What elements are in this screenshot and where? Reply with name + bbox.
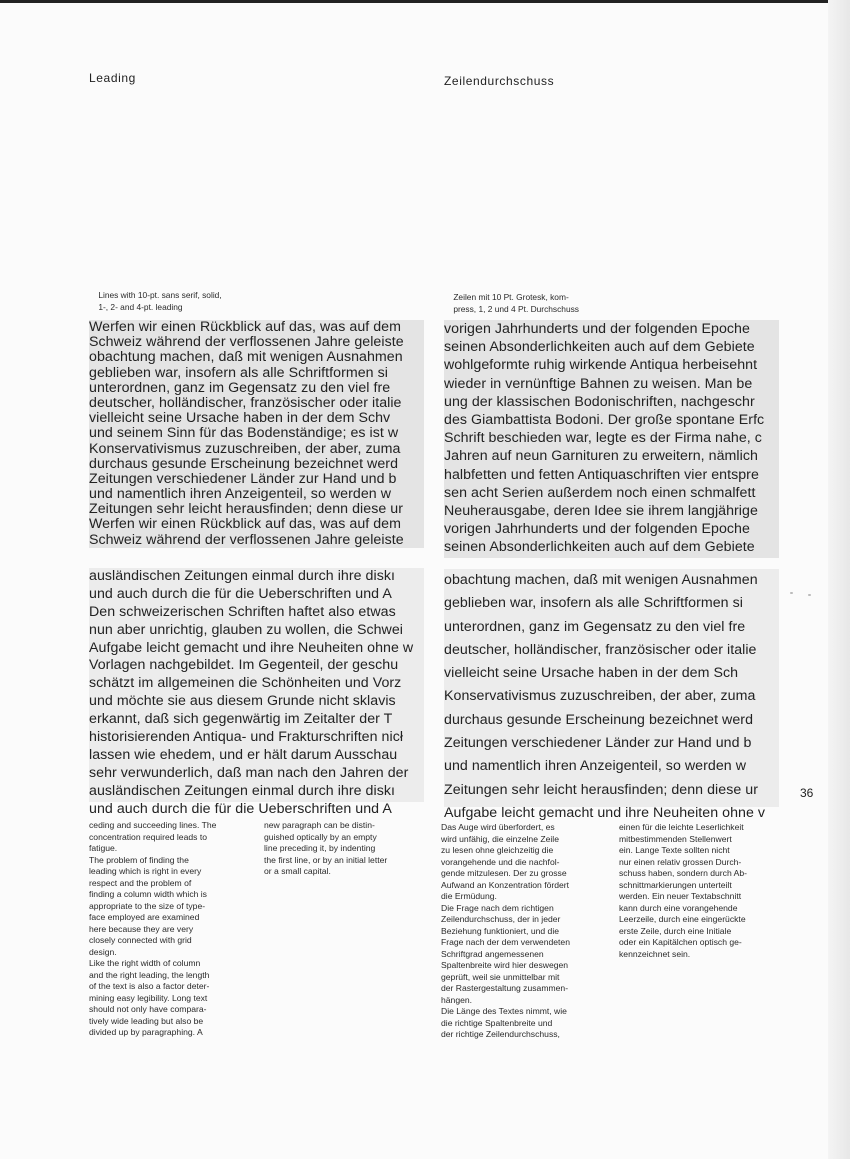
text-line: Konservativismus zuzuschreiben, der aber, zuma xyxy=(444,688,756,705)
text-line: Zeilendurchschuss, der in jeder xyxy=(441,914,561,924)
text-line: Zeitungen sehr leicht herausfinden; denn diese ur xyxy=(444,781,758,798)
text-line: Beziehung funktioniert, und die xyxy=(441,925,560,936)
text-line: ceding and succeeding lines. The xyxy=(89,820,217,830)
text-line: Aufwand an Konzentration fördert xyxy=(441,879,570,890)
page-number: 36 xyxy=(800,786,814,800)
text-line: Zeitungen verschiedener Länder zur Hand und b xyxy=(89,470,397,487)
text-line: Den schweizerischen Schriften haftet also etwas xyxy=(89,603,396,620)
text-line: deutscher, holländischer, französischer oder italie xyxy=(89,394,402,411)
text-line: vielleicht seine Ursache haben in der dem Schv xyxy=(89,410,391,427)
text-line: Aufgabe leicht gemacht und ihre Neuheiten ohne v xyxy=(444,804,766,821)
text-line: oder ein Kapitälchen optisch ge- xyxy=(619,937,742,947)
heading-leading: Leading xyxy=(89,71,136,85)
text-line: wieder in vernünftige Bahnen zu weisen. Man be xyxy=(444,375,753,392)
text-line: Jahren auf neun Garnituren zu erweitern, nämlich xyxy=(444,448,758,465)
text-line: divided up by paragraphing. A xyxy=(89,1027,203,1037)
text-line: obachtung machen, daß mit wenigen Ausnahmen xyxy=(89,349,403,366)
text-line: schätzt im allgemeinen die Schönheiten und Vorz xyxy=(89,675,402,692)
text-line: The problem of finding the xyxy=(89,854,189,865)
english-text-column-1 xyxy=(89,820,249,1039)
text-line: unterordnen, ganz im Gegensatz zu den viel fre xyxy=(444,618,746,635)
text-line: gende mitzulesen. Der zu grosse xyxy=(441,868,567,878)
text-line: Konservativismus zuzuschreiben, der aber, zuma xyxy=(89,440,401,457)
text-line: seinen Absonderlichkeiten auch auf dem Gebiete xyxy=(444,339,755,356)
text-line: Spaltenbreite wird hier deswegen xyxy=(441,960,569,970)
text-line: respect and the problem of xyxy=(89,877,192,888)
text-line: and the right leading, the length xyxy=(89,969,210,980)
text-line: design. xyxy=(89,946,117,957)
text-line: line preceding it, by indenting xyxy=(264,843,376,853)
text-line: Schrift beschieden war, legte es der Firma nahe, c xyxy=(444,430,762,447)
text-line: leading which is right in every xyxy=(89,866,202,876)
text-line: und auch durch die für die Ueberschriften und A xyxy=(89,585,392,602)
text-line: ausländischen Zeitungen einmal durch ihre diskı xyxy=(89,568,395,584)
text-line: der Rastergestaltung zusammen- xyxy=(441,983,569,993)
text-line: Leerzeile, durch eine eingerückte xyxy=(619,914,746,924)
text-line: schuss haben, sondern durch Ab- xyxy=(619,868,748,878)
text-line: Das Auge wird überfordert, es xyxy=(441,822,555,832)
text-line: nur einen relativ grossen Durch- xyxy=(619,856,742,867)
german-text-column-2 xyxy=(619,822,785,960)
text-line: und auch durch die für die Ueberschriften und A xyxy=(89,800,392,817)
text-line: Schweiz während der verflossenen Jahre geleiste xyxy=(89,334,404,351)
text-line: Schweiz während der verflossenen Jahre geleiste xyxy=(89,531,404,548)
text-line: fatigue. xyxy=(89,843,118,853)
scan-top-edge xyxy=(0,0,850,3)
text-line: Schriftgrad angemessenen xyxy=(441,948,544,959)
caption-line: Zeilen mit 10 Pt. Grotesk, kom- xyxy=(453,292,569,302)
text-line: halbfetten und fetten Antiquaschriften vier entspre xyxy=(444,466,759,483)
text-line: of the text is also a factor deter- xyxy=(89,981,210,991)
text-line: zu lesen ohne gleichzeitig die xyxy=(441,845,554,855)
text-line: des Giambattista Bodoni. Der große spontane Erfc xyxy=(444,411,765,428)
text-line: und namentlich ihren Anzeigenteil, so werden w xyxy=(444,758,746,775)
text-line: vorangehende und die nachfol- xyxy=(441,856,560,867)
text-line: Zeitungen sehr leicht herausfinden; denn diese ur xyxy=(89,501,403,518)
english-text-column-2 xyxy=(264,820,426,878)
text-line: geprüft, weil sie unmittelbar mit xyxy=(441,971,560,982)
text-line: Werfen wir einen Rückblick auf das, was auf dem xyxy=(89,516,401,533)
heading-zeilendurchschuss: Zeilendurchschuss xyxy=(444,74,555,88)
text-line: erste Zeile, durch eine Initiale xyxy=(619,925,732,936)
text-line: new paragraph can be distin- xyxy=(264,820,375,830)
text-line: Werfen wir einen Rückblick auf das, was auf dem xyxy=(89,319,401,335)
caption-line: Lines with 10-pt. sans serif, solid, xyxy=(98,290,222,300)
german-text-column-1 xyxy=(441,822,607,1041)
text-line: seinen Absonderlichkeiten auch auf dem Gebiete xyxy=(444,539,755,556)
text-line: concentration required leads to xyxy=(89,831,208,842)
text-line: vielleicht seine Ursache haben in der dem Sch xyxy=(444,665,739,682)
text-line: werden. Ein neuer Textabschnitt xyxy=(619,891,742,901)
text-line: Zeitungen verschiedener Länder zur Hand und b xyxy=(444,735,752,752)
text-line: und seinem Sinn für das Bodenständige; es ist w xyxy=(89,425,399,442)
sample-solid-leading xyxy=(89,320,424,548)
text-line: or a small capital. xyxy=(264,866,331,876)
text-line: geblieben war, insofern als alle Schriftformen si xyxy=(89,364,388,381)
text-line: schnittmarkierungen unterteilt xyxy=(619,879,732,890)
text-line: historisierenden Antiqua- und Frakturschriften nicł xyxy=(89,729,404,746)
text-line: the first line, or by an initial letter xyxy=(264,854,388,865)
text-line: sehr verwunderlich, daß man nach den Jahren der xyxy=(89,764,409,781)
caption-english xyxy=(89,277,222,325)
sample-2pt-leading xyxy=(89,568,424,817)
text-line: closely connected with grid xyxy=(89,935,192,945)
text-line: wohlgeformte ruhig wirkende Antiqua herbeisehnt xyxy=(444,357,758,374)
text-line: und möchte sie aus diesem Grunde nicht sklavis xyxy=(89,693,396,710)
text-line: hängen. xyxy=(441,994,473,1005)
text-line: kennzeichnet sein. xyxy=(619,948,691,959)
text-line: guished optically by an empty xyxy=(264,831,377,842)
text-line: face employed are examined xyxy=(89,912,200,922)
text-line: durchaus gesunde Erscheinung bezeichnet werd xyxy=(444,711,754,728)
text-line: ausländischen Zeitungen einmal durch ihre diskı xyxy=(89,782,395,799)
text-line: die richtige Spaltenbreite und xyxy=(441,1017,553,1028)
text-line: here because they are very xyxy=(89,923,194,934)
text-line: Frage nach der dem verwendeten xyxy=(441,937,570,947)
sample-1pt-leading xyxy=(444,320,779,558)
text-line: und namentlich ihren Anzeigenteil, so werden w xyxy=(89,486,391,503)
text-line: Aufgabe leicht gemacht und ihre Neuheiten ohne w xyxy=(89,639,414,656)
text-line: Like the right width of column xyxy=(89,958,201,968)
text-line: should not only have compara- xyxy=(89,1004,207,1014)
text-line: Neuherausgabe, deren Idee sie ihrem langjährige xyxy=(444,502,758,519)
text-line: kann durch eine vorangehende xyxy=(619,902,738,913)
scan-speck xyxy=(790,592,793,594)
text-line: mining easy legibility. Long text xyxy=(89,992,208,1003)
text-line: nun aber unrichtig, glauben zu wollen, die Schwei xyxy=(89,621,403,638)
text-line: Die Frage nach dem richtigen xyxy=(441,902,554,913)
text-line: der richtige Zeilendurchschuss, xyxy=(441,1029,560,1039)
text-line: Vorlagen nachgebildet. Im Gegenteil, der geschu xyxy=(89,657,399,674)
text-line: obachtung machen, daß mit wenigen Ausnahmen xyxy=(444,572,758,588)
scan-speck xyxy=(808,594,811,596)
text-line: wird unfähig, die einzelne Zeile xyxy=(441,833,559,844)
text-line: deutscher, holländischer, französischer oder italie xyxy=(444,641,757,658)
text-line: mitbestimmenden Stellenwert xyxy=(619,833,732,844)
text-line: sen acht Serien außerdem noch einen schmalfett xyxy=(444,484,756,501)
text-line: ung der klassischen Bodonischriften, nachgeschr xyxy=(444,393,755,410)
text-line: ein. Lange Texte sollten nicht xyxy=(619,845,730,855)
text-line: durchaus gesunde Erscheinung bezeichnet werd xyxy=(89,455,399,472)
text-line: vorigen Jahrhunderts und der folgenden Epoche xyxy=(444,521,750,538)
text-line: appropriate to the size of type- xyxy=(89,900,206,911)
text-line: lassen wie ehedem, und er hält darum Ausschau xyxy=(89,746,398,763)
text-line: einen für die leichte Leserlichkeit xyxy=(619,822,744,832)
text-line: Die Länge des Textes nimmt, wie xyxy=(441,1006,567,1016)
text-line: die Ermüdung. xyxy=(441,891,497,901)
caption-line: 1-, 2- and 4-pt. leading xyxy=(98,302,183,312)
text-line: finding a column width which is xyxy=(89,889,207,899)
sample-4pt-leading xyxy=(444,569,779,821)
caption-line: press, 1, 2 und 4 Pt. Durchschuss xyxy=(453,304,579,314)
text-line: erkannt, daß sich gegenwärtig im Zeitalter der T xyxy=(89,711,393,728)
page-gutter-shadow xyxy=(828,0,850,1159)
text-line: tively wide leading but also be xyxy=(89,1015,204,1026)
text-line: vorigen Jahrhunderts und der folgenden Epoche xyxy=(444,321,750,337)
text-line: geblieben war, insofern als alle Schriftformen si xyxy=(444,595,743,612)
text-line: unterordnen, ganz im Gegensatz zu den viel fre xyxy=(89,379,391,396)
